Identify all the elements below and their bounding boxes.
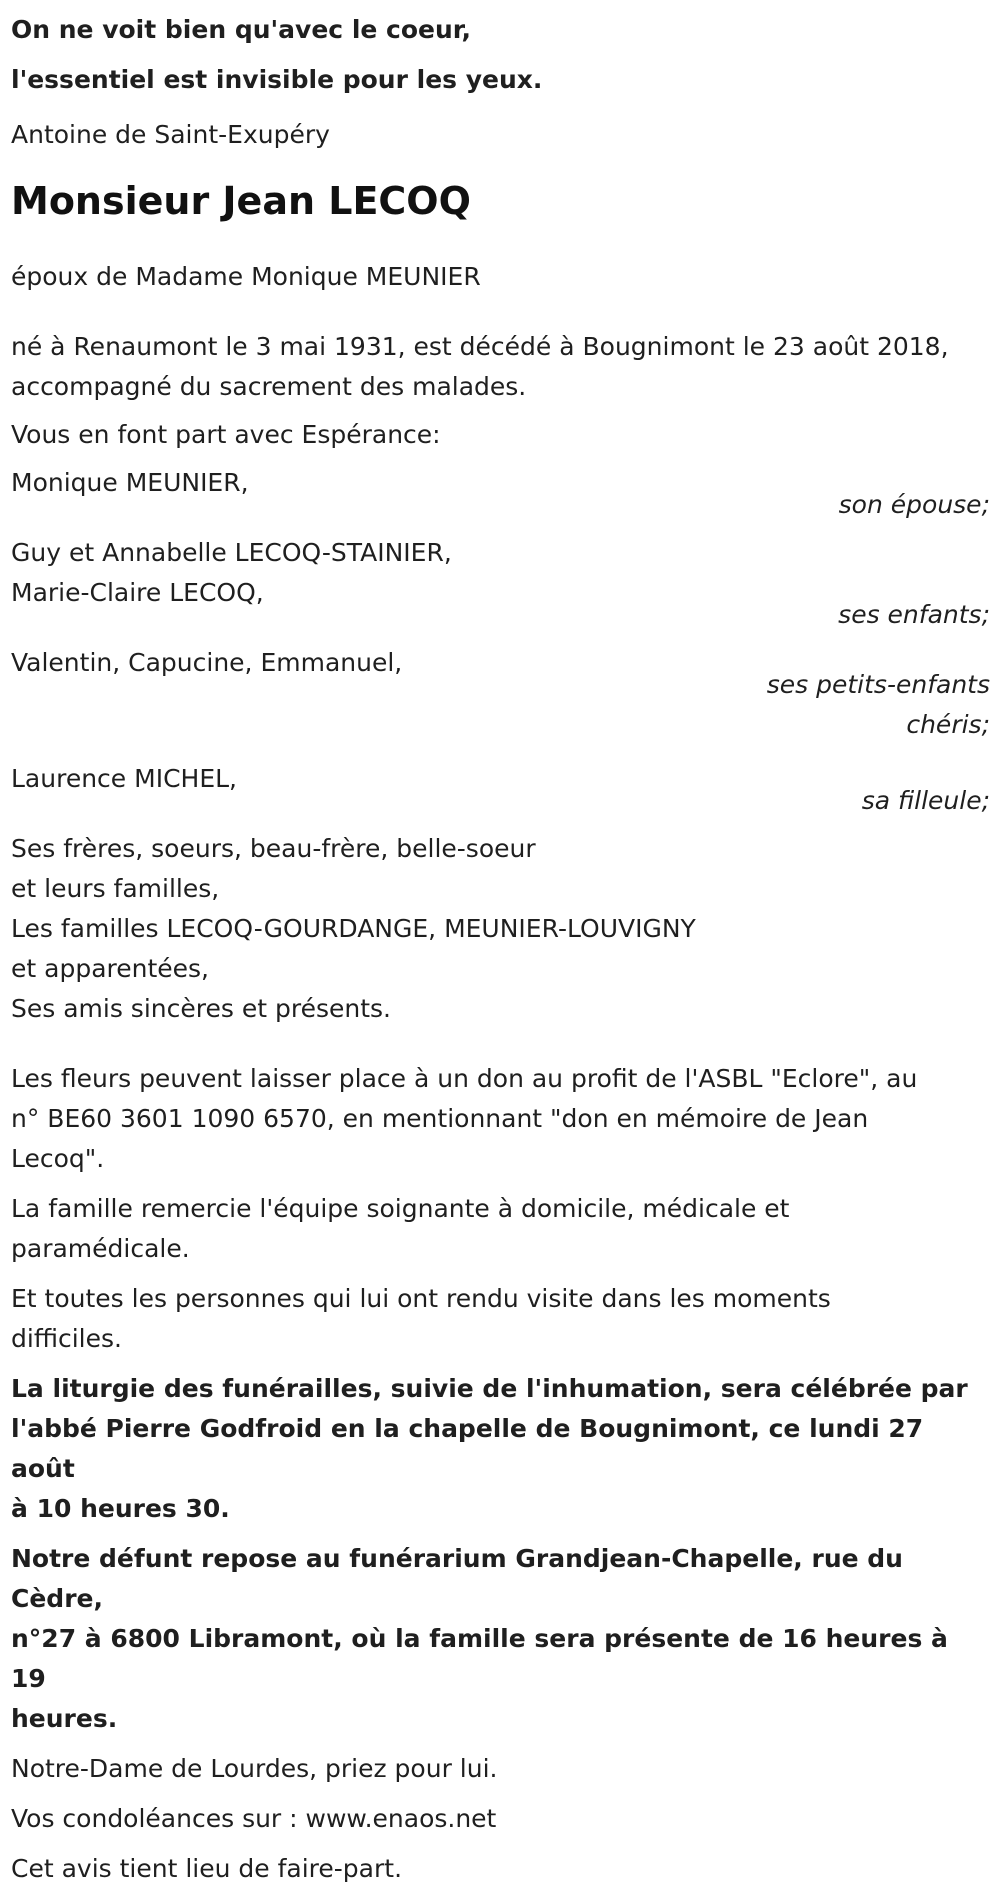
opening-quote <box>11 5 990 105</box>
funeral-home-paragraph <box>11 1539 990 1739</box>
quote-line-1: On ne voit bien qu'avec le coeur, <box>11 15 471 44</box>
family-relation: sa filleule; <box>861 786 990 815</box>
flowers-line: Les fleurs peuvent laisser place à un don au profit de l'ASBL "Eclore", au <box>11 1064 918 1093</box>
flowers-line: n° BE60 3601 1090 6570, en mentionnant "don en mémoire de Jean <box>11 1104 869 1133</box>
family-name: Monique MEUNIER, <box>11 468 249 497</box>
liturgy-line: La liturgie des funérailles, suivie de l'inhumation, sera célébrée par <box>11 1374 968 1403</box>
thanks-care-paragraph <box>11 1189 990 1269</box>
family-relation: son épouse; <box>838 490 990 519</box>
family-group-children <box>11 533 990 635</box>
liturgy-line: à 10 heures 30. <box>11 1494 230 1523</box>
thanks-care-line: La famille remercie l'équipe soignante à domicile, médicale et <box>11 1194 790 1223</box>
other-relatives-line: et apparentées, <box>11 954 209 983</box>
quote-author: Antoine de Saint-Exupéry <box>11 120 330 149</box>
announcement-intro: Vous en font part avec Espérance: <box>11 420 441 449</box>
flowers-line: Lecoq". <box>11 1144 105 1173</box>
liturgy-paragraph <box>11 1369 990 1529</box>
family-group-goddaughter <box>11 759 990 821</box>
thanks-visits-line: difficiles. <box>11 1324 122 1353</box>
other-relatives-line: Ses frères, soeurs, beau-frère, belle-soeur <box>11 834 536 863</box>
thanks-visits-line: Et toutes les personnes qui lui ont rendu visite dans les moments <box>11 1284 831 1313</box>
funeral-home-line: heures. <box>11 1704 118 1733</box>
prayer-line: Notre-Dame de Lourdes, priez pour lui. <box>11 1754 498 1783</box>
family-relation: ses enfants; <box>838 600 990 629</box>
condolences-line: Vos condoléances sur : www.enaos.net <box>11 1804 497 1833</box>
notice-line: Cet avis tient lieu de faire-part. <box>11 1854 403 1883</box>
family-name: Guy et Annabelle LECOQ-STAINIER, <box>11 538 452 567</box>
other-relatives <box>11 829 990 1029</box>
funeral-home-line: Notre défunt repose au funérarium Grandjean-Chapelle, rue du Cèdre, <box>11 1544 903 1613</box>
birth-death-line-1: né à Renaumont le 3 mai 1931, est décédé à Bougnimont le 23 août 2018, <box>11 332 949 361</box>
other-relatives-line: Ses amis sincères et présents. <box>11 994 391 1023</box>
family-name: Valentin, Capucine, Emmanuel, <box>11 648 403 677</box>
liturgy-line: l'abbé Pierre Godfroid en la chapelle de Bougnimont, ce lundi 27 août <box>11 1414 924 1483</box>
family-relation: ses petits-enfants <box>766 670 990 699</box>
thanks-care-line: paramédicale. <box>11 1234 190 1263</box>
family-name: Laurence MICHEL, <box>11 764 237 793</box>
flowers-donation-paragraph <box>11 1059 990 1179</box>
birth-death-line-2: accompagné du sacrement des malades. <box>11 372 527 401</box>
other-relatives-line: Les familles LECOQ-GOURDANGE, MEUNIER-LOUVIGNY <box>11 914 696 943</box>
other-relatives-line: et leurs familles, <box>11 874 220 903</box>
family-group-grandchildren <box>11 643 990 745</box>
spouse-line: époux de Madame Monique MEUNIER <box>11 262 481 291</box>
family-group-spouse <box>11 463 990 525</box>
deceased-name-title: Monsieur Jean LECOQ <box>11 179 471 223</box>
birth-death-paragraph <box>11 327 990 407</box>
thanks-visits-paragraph <box>11 1279 990 1359</box>
family-relation: chéris; <box>906 710 990 739</box>
family-name: Marie-Claire LECOQ, <box>11 578 264 607</box>
funeral-home-line: n°27 à 6800 Libramont, où la famille sera présente de 16 heures à 19 <box>11 1624 948 1693</box>
quote-line-2: l'essentiel est invisible pour les yeux. <box>11 65 543 94</box>
